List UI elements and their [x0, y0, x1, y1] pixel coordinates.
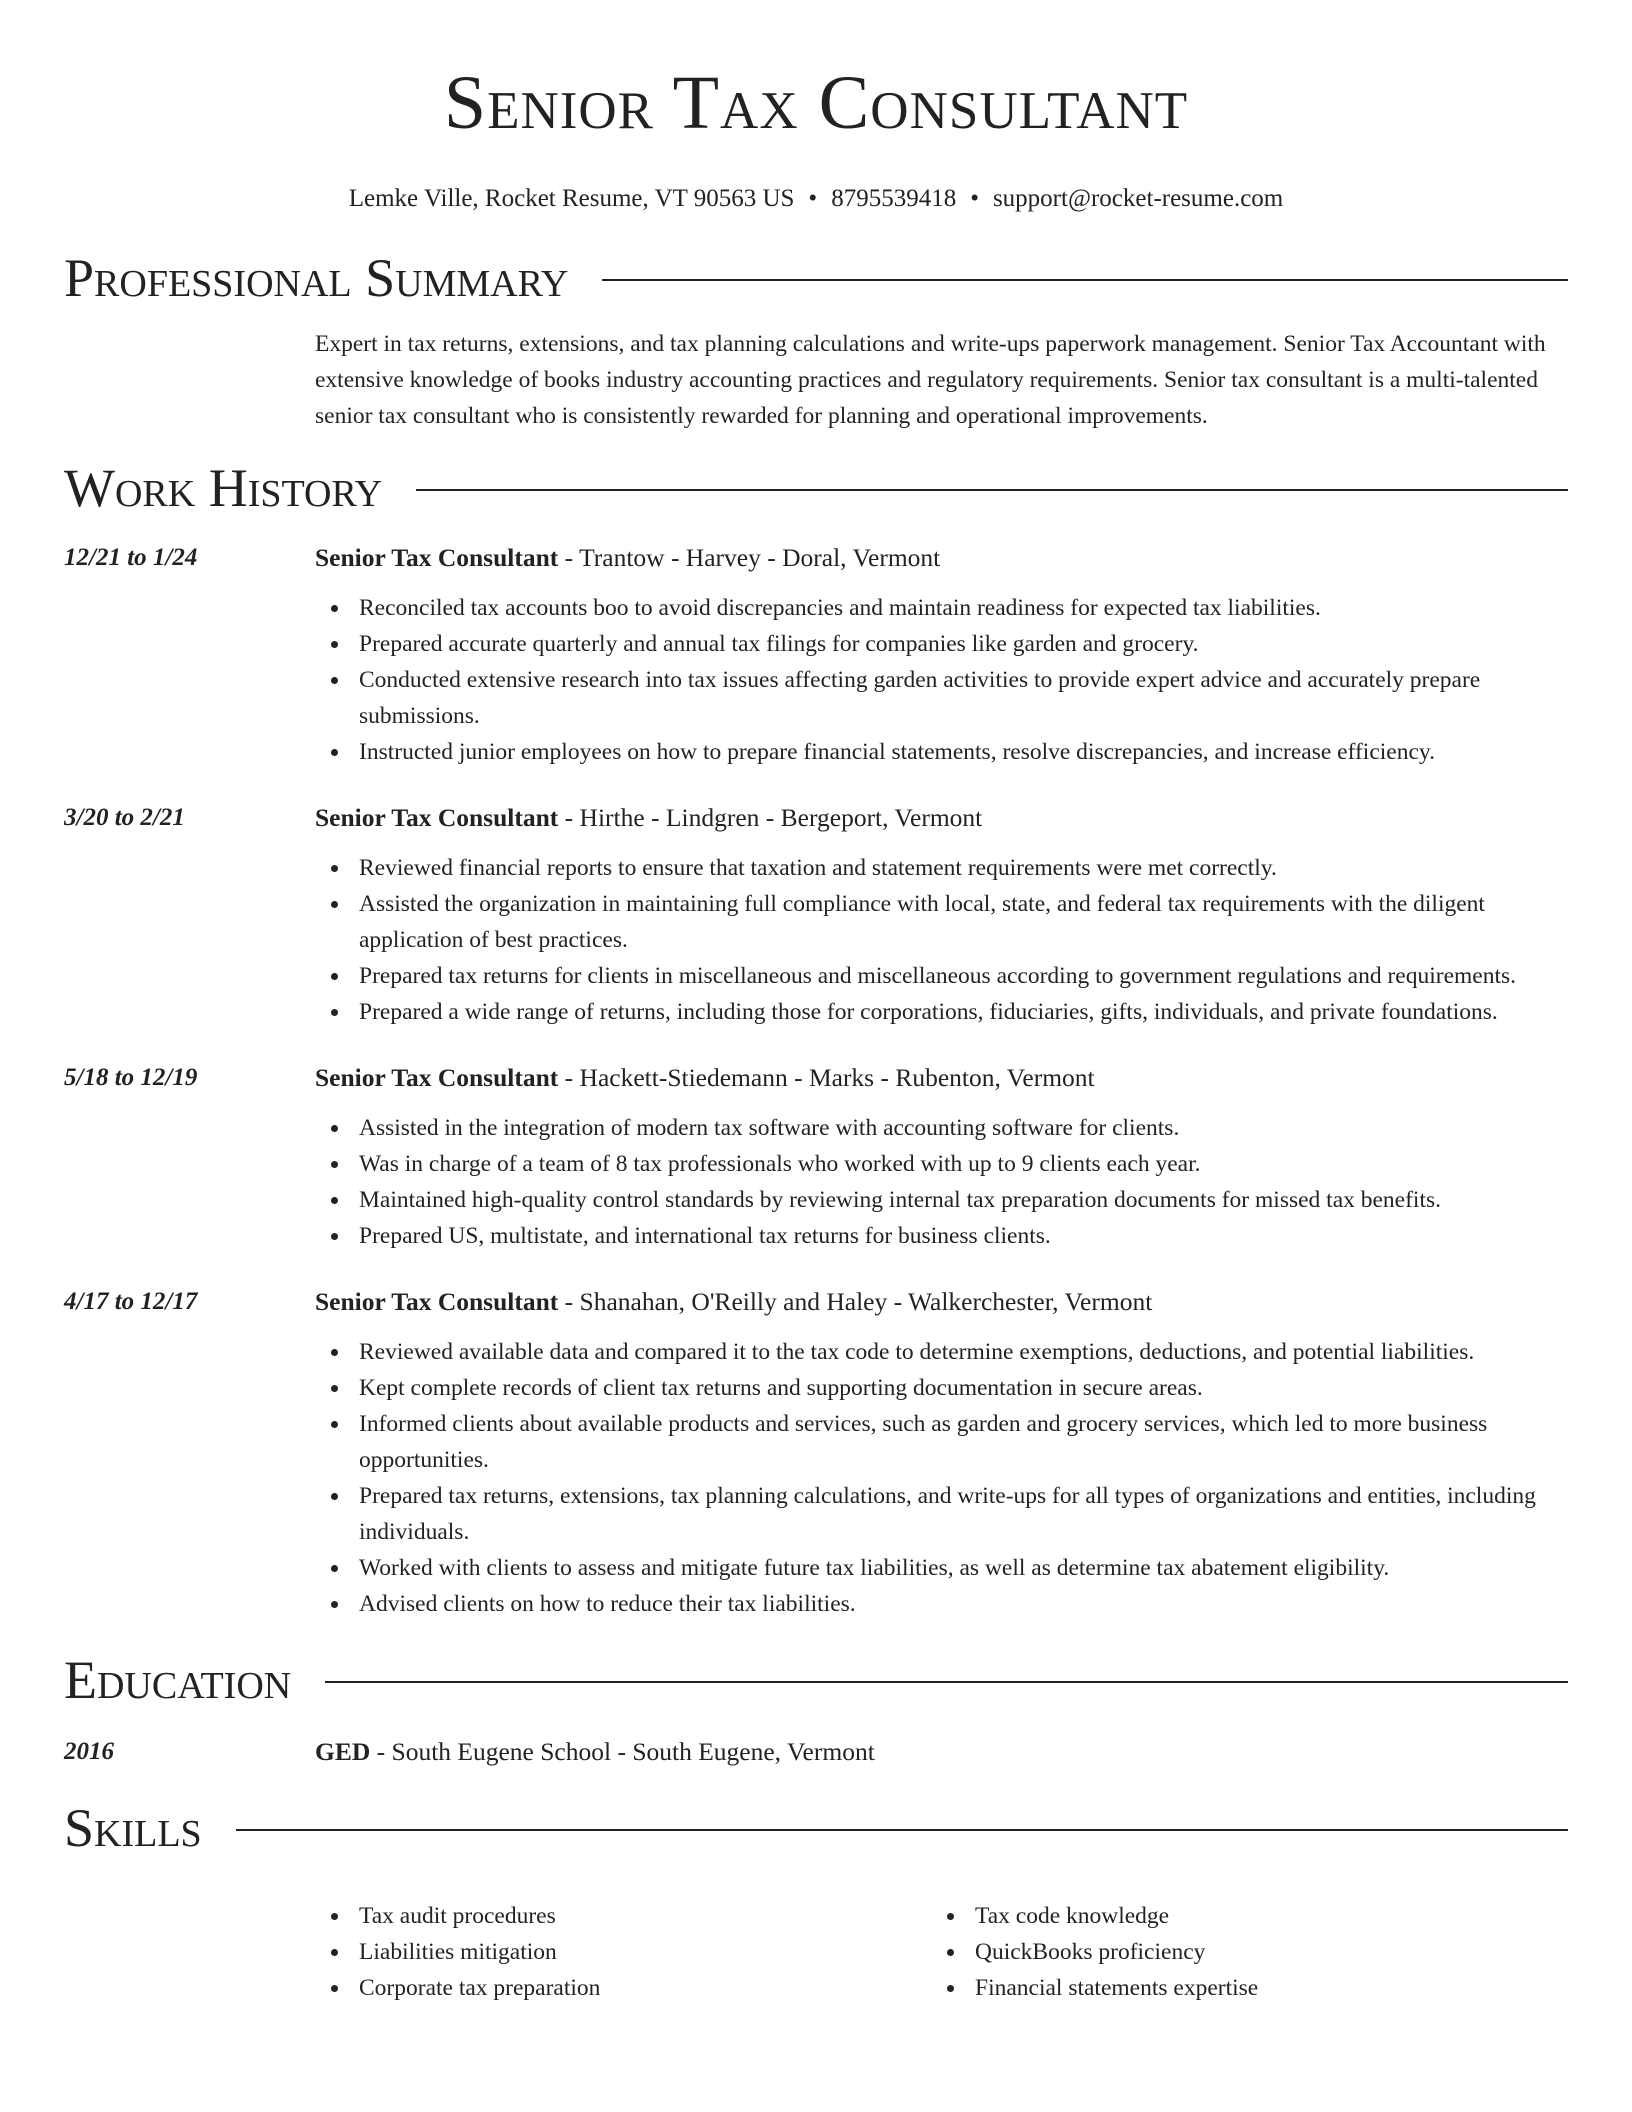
skills-column-left — [315, 1898, 931, 2006]
skills-column-right — [931, 1898, 1547, 2006]
job-entry — [64, 1286, 1568, 1622]
job-bullet: Instructed junior employees on how to prepare financial statements, resolve discrepancies, and increase efficiency. — [315, 734, 1568, 770]
job-employer: - Hirthe - Lindgren - Bergeport, Vermont — [558, 803, 983, 832]
job-bullet: Reviewed financial reports to ensure that taxation and statement requirements were met correctly. — [315, 850, 1568, 886]
education-entry — [64, 1736, 1568, 1768]
skill-item: QuickBooks proficiency — [931, 1934, 1547, 1970]
job-bullet: Prepared tax returns, extensions, tax planning calculations, and write-ups for all types of organizations and entities, including individuals. — [315, 1478, 1568, 1550]
job-bullet: Advised clients on how to reduce their tax liabilities. — [315, 1586, 1568, 1622]
section-title: Work History — [64, 458, 383, 518]
job-employer: - Hackett-Stiedemann - Marks - Rubenton, Vermont — [558, 1063, 1095, 1092]
job-bullet: Prepared a wide range of returns, including those for corporations, fiduciaries, gifts, individuals, and private foundations. — [315, 994, 1568, 1030]
email-link[interactable]: support@rocket-resume.com — [992, 185, 1284, 212]
job-entry — [64, 1062, 1568, 1254]
contact-line — [64, 184, 1568, 214]
job-bullet: Kept complete records of client tax returns and supporting documentation in secure areas. — [315, 1370, 1568, 1406]
section-divider — [416, 489, 1568, 491]
job-heading — [315, 1062, 1568, 1094]
job-bullet: Reviewed available data and compared it to the tax code to determine exemptions, deductions, and potential liabilities. — [315, 1334, 1568, 1370]
job-bullet: Was in charge of a team of 8 tax professionals who worked with up to 9 clients each year. — [315, 1146, 1568, 1182]
job-dates: 4/17 to 12/17 — [64, 1288, 198, 1315]
section-title: Education — [64, 1650, 292, 1710]
summary-section-header — [64, 246, 1568, 310]
education-heading — [315, 1736, 1568, 1768]
separator-bullet: • — [970, 185, 979, 212]
job-role: Senior Tax Consultant — [315, 1287, 559, 1316]
resume-page — [64, 0, 1568, 2006]
job-heading — [315, 1286, 1568, 1318]
job-heading — [315, 542, 1568, 574]
job-entry — [64, 802, 1568, 1030]
summary-text: Expert in tax returns, extensions, and tax planning calculations and write-ups paperwork management. Senior Tax Accountant with extensive knowledge of books industry accounting practices and regulatory requirements. Senior tax consultant is a multi-talented senior tax consultant who is consistently rewarded for planning and operational improvements. — [315, 331, 1546, 429]
school: - South Eugene School - South Eugene, Vermont — [370, 1737, 875, 1766]
education-section-header — [64, 1648, 1568, 1712]
job-dates: 12/21 to 1/24 — [64, 544, 198, 571]
job-dates: 3/20 to 2/21 — [64, 804, 185, 831]
job-bullet: Informed clients about available products and services, such as garden and grocery services, which led to more business opportunities. — [315, 1406, 1568, 1478]
education-year: 2016 — [64, 1738, 114, 1765]
job-bullet: Prepared accurate quarterly and annual tax filings for companies like garden and grocery. — [315, 626, 1568, 662]
section-divider — [325, 1681, 1568, 1683]
address: Lemke Ville, Rocket Resume, VT 90563 US — [348, 185, 795, 212]
job-bullet: Prepared US, multistate, and international tax returns for business clients. — [315, 1218, 1568, 1254]
job-dates: 5/18 to 12/19 — [64, 1064, 198, 1091]
work-section-header — [64, 456, 1568, 520]
job-bullet: Reconciled tax accounts boo to avoid discrepancies and maintain readiness for expected tax liabilities. — [315, 590, 1568, 626]
section-divider — [236, 1829, 1568, 1831]
skills-section-header — [64, 1796, 1568, 1860]
skill-item: Corporate tax preparation — [315, 1970, 931, 2006]
job-bullet: Prepared tax returns for clients in miscellaneous and miscellaneous according to government regulations and requirements. — [315, 958, 1568, 994]
candidate-name: Senior Tax Consultant — [443, 61, 1189, 145]
job-heading — [315, 802, 1568, 834]
job-bullets — [315, 850, 1568, 1030]
job-bullet: Conducted extensive research into tax issues affecting garden activities to provide expert advice and accurately prepare submissions. — [315, 662, 1568, 734]
degree: GED — [315, 1737, 371, 1766]
job-bullet: Assisted the organization in maintaining full compliance with local, state, and federal tax requirements with the diligent application of best practices. — [315, 886, 1568, 958]
job-bullet: Maintained high-quality control standards by reviewing internal tax preparation documents for missed tax benefits. — [315, 1182, 1568, 1218]
job-bullet: Assisted in the integration of modern tax software with accounting software for clients. — [315, 1110, 1568, 1146]
job-entry — [64, 542, 1568, 770]
job-bullet: Worked with clients to assess and mitigate future tax liabilities, as well as determine tax abatement eligibility. — [315, 1550, 1568, 1586]
job-role: Senior Tax Consultant — [315, 803, 559, 832]
skill-item: Tax code knowledge — [931, 1898, 1547, 1934]
job-employer: - Shanahan, O'Reilly and Haley - Walkerchester, Vermont — [558, 1287, 1153, 1316]
job-bullets — [315, 1334, 1568, 1622]
section-divider — [602, 279, 1568, 281]
skill-item: Liabilities mitigation — [315, 1934, 931, 1970]
phone: 8795539418 — [831, 185, 957, 212]
job-role: Senior Tax Consultant — [315, 1063, 559, 1092]
section-title: Professional Summary — [64, 248, 569, 308]
skill-item: Financial statements expertise — [931, 1970, 1547, 2006]
section-title: Skills — [64, 1798, 202, 1858]
skills-grid — [315, 1898, 1568, 2006]
job-role: Senior Tax Consultant — [315, 543, 559, 572]
separator-bullet: • — [808, 185, 818, 212]
job-bullets — [315, 590, 1568, 770]
job-bullets — [315, 1110, 1568, 1254]
skill-item: Tax audit procedures — [315, 1898, 931, 1934]
job-employer: - Trantow - Harvey - Doral, Vermont — [558, 543, 941, 572]
job-list — [64, 542, 1568, 1622]
